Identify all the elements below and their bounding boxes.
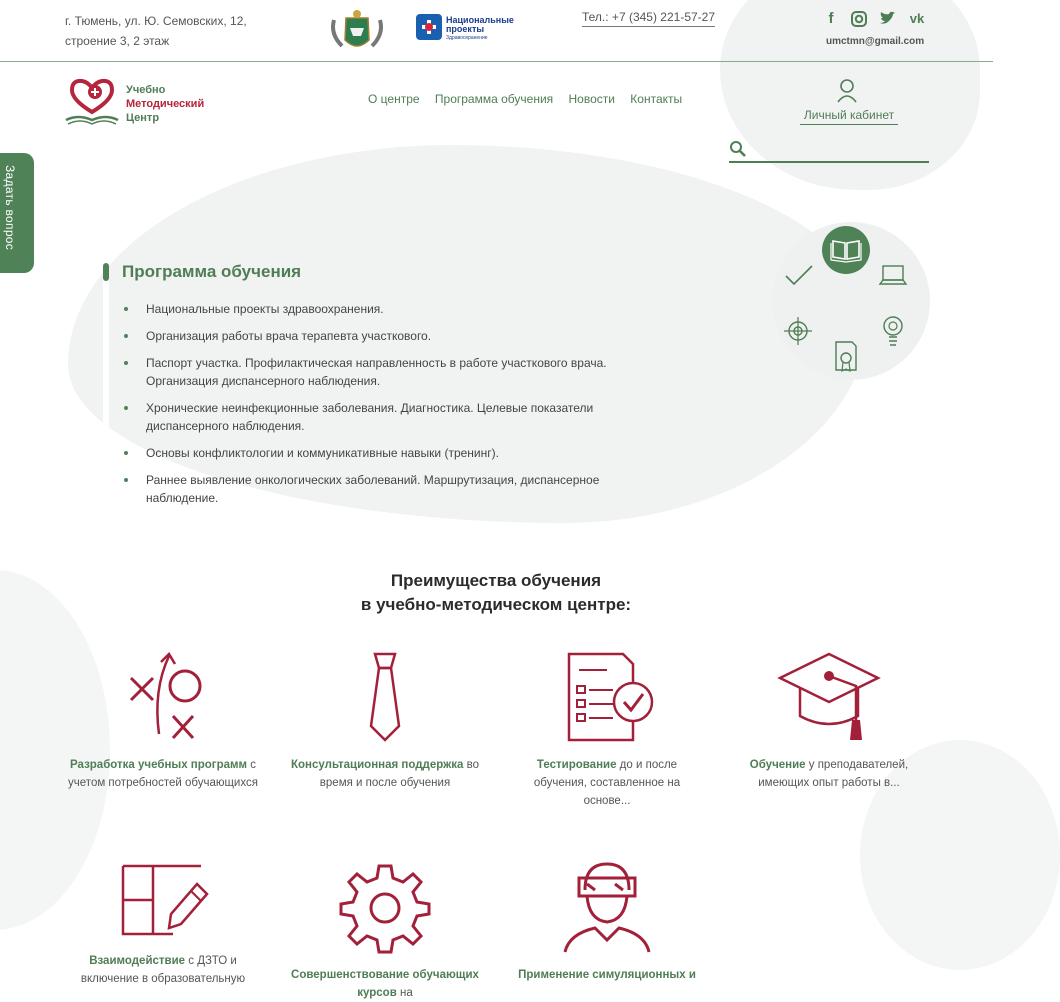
program-scroll-track[interactable] — [103, 263, 109, 483]
test-document-icon — [557, 650, 657, 746]
top-bar — [0, 0, 993, 62]
advantage-text — [290, 966, 480, 1002]
laptop-icon — [878, 263, 908, 289]
advantage-rest: у преподавателей, имеющих опыт работы в... — [758, 759, 909, 789]
email-link[interactable]: umctmn@gmail.com — [826, 36, 925, 47]
phone-link[interactable]: Тел.: +7 (345) 221-57-27 — [582, 10, 715, 27]
advantages-title-line-2: в учебно-методическом центре: — [360, 595, 632, 614]
site-logo[interactable] — [64, 78, 244, 128]
personal-account-label: Личный кабинет — [800, 108, 898, 125]
twitter-icon[interactable] — [878, 10, 896, 28]
user-icon — [836, 78, 858, 104]
certificate-icon — [832, 340, 860, 374]
logo-line-1: Учебно — [126, 84, 166, 96]
national-projects-logo[interactable] — [416, 14, 526, 44]
advantages-title — [296, 569, 696, 617]
program-list — [124, 300, 664, 505]
logo-text — [126, 83, 204, 125]
list-item: Хронические неинфекционные заболевания. Диагностика. Целевые показатели диспансерного наблюдения. — [124, 399, 664, 435]
board-pencil-icon — [113, 858, 213, 942]
main-nav — [368, 92, 694, 106]
advantages-title-line-1: Преимущества обучения — [390, 571, 602, 590]
advantage-bold: Разработка учебных программ — [70, 759, 248, 771]
advantage-item-teachers — [734, 650, 924, 792]
nav-item-contacts[interactable]: Контакты — [630, 92, 683, 106]
advantage-item-testing — [512, 650, 702, 810]
advantage-item-simulation — [512, 860, 702, 984]
necktie-icon — [335, 650, 435, 746]
vk-icon[interactable]: vk — [909, 11, 925, 26]
advantage-text — [512, 756, 702, 810]
lightbulb-icon — [879, 313, 907, 349]
advantage-bold: Совершенствование обучающих курсов — [291, 969, 479, 999]
advantage-bold: Тестирование — [536, 759, 617, 771]
list-item: Национальные проекты здравоохранения. — [124, 300, 664, 318]
search-icon[interactable] — [729, 140, 747, 158]
program-scroll-thumb[interactable] — [103, 263, 109, 281]
advantage-bold: Применение симуляционных и — [518, 969, 696, 981]
logo-line-2: Методический — [126, 98, 205, 110]
advantage-bold: Взаимодействие — [89, 955, 186, 967]
advantage-item-consulting — [290, 650, 480, 792]
book-icon — [822, 226, 870, 274]
advantage-rest: на — [396, 987, 413, 999]
facebook-icon[interactable]: f — [828, 10, 834, 27]
list-item: Основы конфликтологии и коммуникативные навыки (тренинг). — [124, 444, 664, 462]
advantage-rest: с ДЗТО и включение в образовательную — [80, 955, 246, 985]
ask-question-tab[interactable] — [0, 153, 34, 273]
advantage-rest: во время и после обучения — [319, 759, 479, 789]
advantage-text — [68, 952, 258, 988]
advantage-rest: до и после обучения, составленное на основе... — [533, 759, 681, 807]
social-links — [820, 10, 930, 30]
target-icon — [783, 316, 813, 346]
vr-headset-person-icon — [557, 860, 657, 956]
advantage-rest: с учетом потребностей обучающихся — [68, 759, 258, 789]
advantage-bold: Обучение — [749, 759, 806, 771]
list-item: Организация работы врача терапевта участкового. — [124, 327, 664, 345]
nav-item-program[interactable]: Программа обучения — [434, 92, 554, 106]
national-projects-subtitle: Здравоохранение — [446, 35, 488, 41]
advantage-text — [734, 756, 924, 792]
search-input[interactable] — [751, 139, 926, 159]
strategy-tactics-icon — [113, 650, 213, 746]
graduation-cap-icon — [776, 650, 882, 746]
book-icon-badge — [822, 226, 870, 274]
national-projects-title: Национальные проекты — [446, 15, 514, 34]
gear-icon — [335, 860, 435, 956]
personal-account-link[interactable] — [800, 78, 900, 126]
national-projects-icon — [416, 14, 442, 40]
nav-item-about[interactable]: О центре — [368, 92, 420, 106]
nav-item-news[interactable]: Новости — [568, 92, 615, 106]
checkmark-icon — [784, 262, 814, 288]
advantage-text — [512, 966, 702, 984]
list-item: Паспорт участка. Профилактическая направленность в работе участкового врача. Организация диспансерного наблюдения. — [124, 354, 664, 390]
advantage-text — [290, 756, 480, 792]
address: г. Тюмень, ул. Ю. Семовских, 12, строение 3, 2 этаж — [65, 14, 247, 48]
advantage-bold: Консультационная поддержка — [291, 759, 464, 771]
search-box — [729, 137, 929, 163]
heart-book-logo-icon — [64, 78, 120, 126]
advantage-item-interaction — [68, 858, 258, 988]
logo-line-3: Центр — [126, 112, 160, 124]
ask-question-label: Задать вопрос — [3, 165, 17, 251]
advantage-text — [68, 756, 258, 792]
advantage-item-courses — [290, 860, 480, 1002]
advantage-item-programs — [68, 650, 258, 792]
region-emblem-icon — [328, 6, 386, 54]
list-item: Раннее выявление онкологических заболеваний. Маршрутизация, диспансерное наблюдение. — [124, 471, 664, 507]
instagram-icon[interactable] — [850, 10, 868, 28]
program-title: Программа обучения — [122, 262, 302, 281]
